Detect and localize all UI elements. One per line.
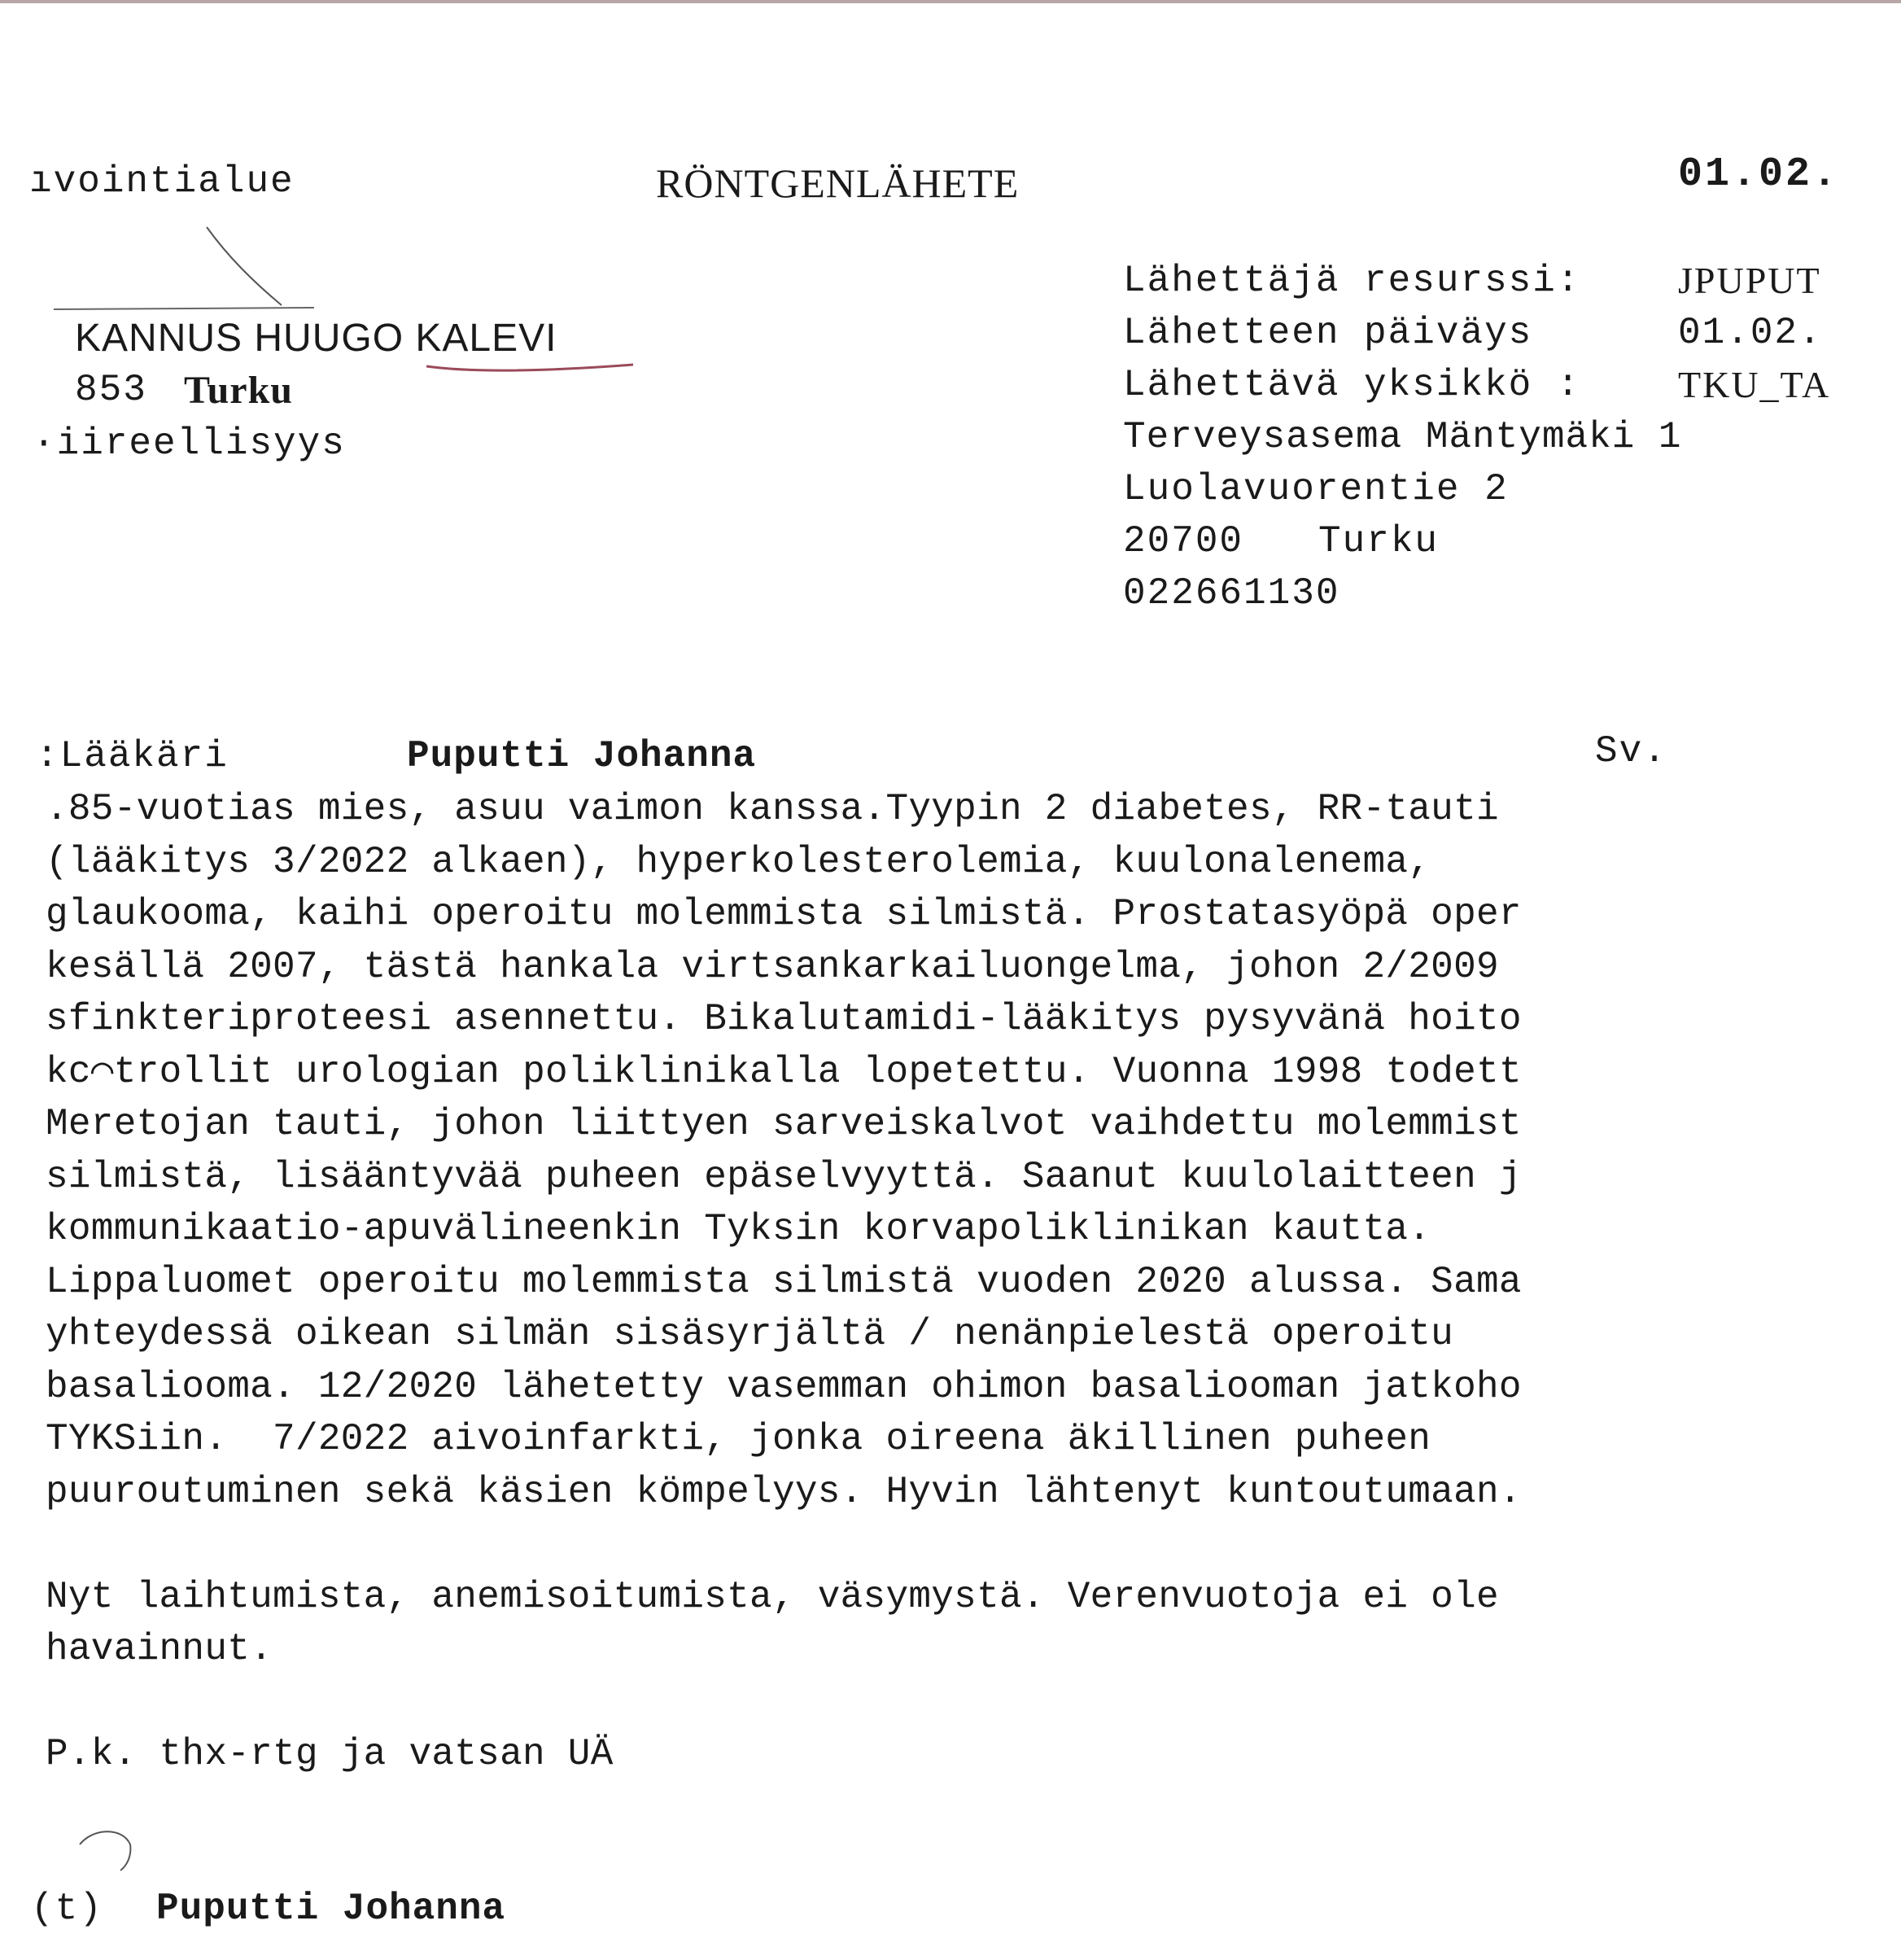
body-line: kesällä 2007, tästä hankala virtsankarkailuongelma, johon 2/2009 <box>46 945 1499 988</box>
doctor-suffix: Sv. <box>1595 730 1667 772</box>
body-line: silmistä, lisääntyvää puheen epäselvyyttä. Saanut kuulolaitteen j <box>46 1155 1522 1198</box>
sending-unit-label: Lähettävä yksikkö : <box>1123 364 1581 406</box>
sender-resource-label: Lähettäjä resurssi: <box>1123 260 1581 302</box>
doctor-name: Puputti Johanna <box>407 735 757 777</box>
referral-body <box>46 783 1893 1781</box>
signature-name: Puputti Johanna <box>156 1888 506 1930</box>
body-line: TYKSiin. 7/2022 aivoinfarkti, jonka oireena äkillinen puheen <box>46 1418 1431 1460</box>
body-line: basaliooma. 12/2020 lähetetty vasemman ohimon basaliooman jatkoho <box>46 1365 1522 1408</box>
pen-slash-mark <box>203 224 293 313</box>
station-city: Turku <box>1318 520 1440 562</box>
body-line: .85-vuotias mies, asuu vaimon kanssa.Tyypin 2 diabetes, RR-tauti <box>46 788 1499 830</box>
station-street: Luolavuorentie 2 <box>1123 468 1509 510</box>
referral-date-value: 01.02. <box>1678 312 1823 354</box>
urgency-label: ·iireellisyys <box>33 422 346 465</box>
body-line: yhteydessä oikean silmän sisäsyrjältä / nenänpielestä operoitu <box>46 1313 1454 1355</box>
health-station-name: Terveysasema Mäntymäki 1 <box>1123 416 1682 458</box>
body-line: puuroutuminen sekä käsien kömpelyys. Hyvin lähtenyt kuntoutumaan. <box>46 1470 1522 1513</box>
patient-city: Turku <box>184 369 293 412</box>
document-date: 01.02. <box>1678 151 1840 198</box>
body-line: Nyt laihtumista, anemisoitumista, väsymystä. Verenvuotoja ei ole <box>46 1575 1499 1618</box>
body-line: (lääkitys 3/2022 alkaen), hyperkolesterolemia, kuulonalenema, <box>46 840 1431 883</box>
pen-dash-mark <box>54 304 314 314</box>
signature-prefix: (t) <box>31 1888 103 1930</box>
patient-name: KANNUS HUUGO KALEVI <box>75 317 557 360</box>
referral-date-label: Lähetteen päiväys <box>1123 312 1533 354</box>
scan-top-edge <box>0 0 1901 3</box>
doctor-label: :Lääkäri <box>36 735 229 777</box>
station-phone: 022661130 <box>1123 572 1340 615</box>
blank-line <box>46 1676 1893 1729</box>
document-title: RÖNTGENLÄHETE <box>656 160 1020 206</box>
body-line: sfinkteriproteesi asennettu. Bikalutamidi-lääkitys pysyvänä hoito <box>46 998 1522 1040</box>
sender-resource-value: JPUPUT <box>1678 260 1821 301</box>
station-zip: 20700 <box>1123 520 1244 562</box>
blank-line <box>46 1518 1893 1571</box>
sending-unit-value: TKU_TA <box>1678 364 1831 405</box>
body-line: P.k. thx-rtg ja vatsan UÄ <box>46 1733 614 1775</box>
body-line: kc⌒trollit urologian poliklinikalla lopetettu. Vuonna 1998 todett <box>46 1050 1522 1093</box>
body-line: Meretojan tauti, johon liittyen sarveiskalvot vaihdettu molemmist <box>46 1103 1522 1145</box>
body-line: glaukooma, kaihi operoitu molemmista silmistä. Prostatasyöpä oper <box>46 893 1522 935</box>
body-line: havainnut. <box>46 1628 273 1670</box>
body-line: kommunikaatio-apuvälineenkin Tyksin korvapoliklinikan kautta. <box>46 1208 1431 1250</box>
signature-flourish-mark <box>73 1823 138 1880</box>
patient-postal: 853 <box>75 369 147 411</box>
name-underline-mark <box>425 360 636 378</box>
department-fragment: ıvointialue <box>29 160 295 203</box>
body-line: Lippaluomet operoitu molemmista silmistä vuoden 2020 alussa. Sama <box>46 1260 1522 1303</box>
